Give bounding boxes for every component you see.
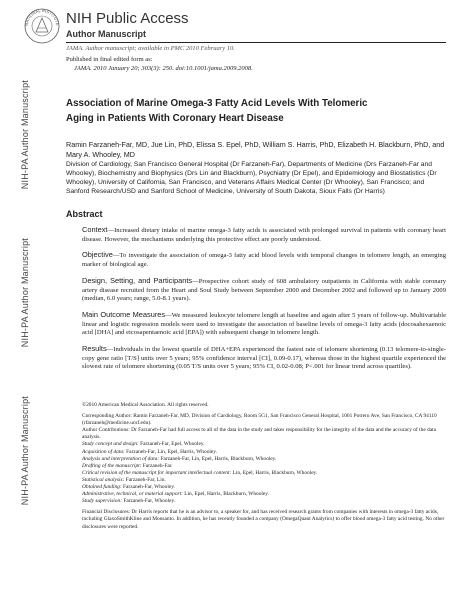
side-label-bottom: NIH-PA Author Manuscript: [20, 396, 30, 506]
contribution-item: Study supervision: Farzaneh-Far, Whooley.: [82, 498, 176, 505]
copyright-line: ©2010 American Medical Association. All rights reserved.: [82, 402, 209, 408]
abstract-section-label: Objective: [82, 250, 113, 260]
abstract-objective: [82, 251, 446, 269]
abstract-results: [82, 345, 446, 372]
abstract-section-text: —Individuals in the lowest quartile of DHA+EPA experienced the fastest rate of telomere shortening (0.13 telomere-to-single-copy gene ratio [T/S] units over 5 years; 95% confidence interval [CI], 0.09-0.17), whereas those in the highest quartile experienced the slowest rate of telomere shortening (0.05 T/S units over 5 years; 95% CI, 0.02-0.08; P<.001 for linear trend across quartiles).: [82, 346, 446, 371]
abstract-outcomes: [82, 311, 446, 338]
article-title-line2: Aging in Patients With Coronary Heart Disease: [66, 113, 284, 124]
side-label-middle: NIH-PA Author Manuscript: [20, 238, 30, 348]
abstract-heading: Abstract: [66, 209, 103, 219]
abstract-section-label: Results: [82, 344, 107, 354]
footnotes: [82, 402, 446, 531]
financial-disclosures: Financial Disclosures: Dr Harris reports that he is an advisor to, a speaker for, and has received research grants from companies with interests in omega-3 fatty acids, including GlaxoSmithKline and Monsanto. In addition, he has recently founded a company (OmegaQuant Analytics) to offer blood omega-3 fatty acid testing. No other disclosures were reported.: [82, 509, 445, 530]
seal-caption: NATIONAL INSTITUTE: [24, 8, 60, 27]
availability-note: JAMA. Author manuscript; available in PMC 2010 February 10.: [66, 45, 235, 52]
contribution-item: Author Contributions: Dr Farzaneh-Far had full access to all of the data in the study and takes responsibility for the integrity of the data and the accuracy of the data analysis.: [82, 427, 437, 441]
contribution-item: Study concept and design: Farzaneh-Far, Epel, Whooley.: [82, 441, 205, 448]
contribution-item: Administrative, technical, or material support: Lin, Epel, Harris, Blackburn, Whooley.: [82, 491, 270, 498]
published-label: Published in final edited form as:: [66, 56, 153, 63]
contribution-item: Statistical analysis: Farzaneh-Far, Lin.: [82, 476, 166, 483]
abstract-section-text: —Increased dietary intake of marine omega-3 fatty acids is associated with prolonged survival in patients with coronary heart disease. However, the mechanisms underlying this protective effect are poorly understood.: [82, 227, 446, 243]
abstract-section-text: —Prospective cohort study of 608 ambulatory outpatients in California with stable coronary artery disease recruited from the Heart and Soul Study between September 2000 and December 2002 and followed up to January 2009 (median, 6.0 years; range, 5.0-8.1 years).: [82, 277, 446, 303]
author-affiliations: Division of Cardiology, San Francisco General Hospital (Dr Farzaneh-Far), Departments of Medicine (Drs Farzaneh-Far and Whooley), Biochemistry and Biophysics (Drs Lin and Blackburn), Psychiatry (Dr Epel), and Epidemiology and Biostatistics (Dr Whooley), University of California, San Francisco, and Veterans Affairs Medical Center (Dr Whooley), San Francisco; and Sanford Research/USD and Sanford School of Medicine, University of South Dakota, Sioux Falls (Dr Harris): [66, 161, 437, 195]
correspondence-note: Corresponding Author: Ramin Farzaneh-Far, MD, Division of Cardiology, Room 5G1, San Francisco General Hospital, 1001 Potrero Ave, San Francisco, CA 94110 (rfarzaneh@medicine.ucsf.edu).: [82, 413, 437, 427]
header-title: NIH Public Access: [66, 10, 189, 27]
journal-reference: JAMA. 2010 January 20; 303(3): 250. doi:10.1001/jama.2009.2008.: [74, 65, 253, 72]
nih-header: [66, 10, 446, 53]
contribution-item: Drafting of the manuscript: Farzaneh-Far.: [82, 462, 173, 469]
abstract-context: [82, 226, 446, 244]
contribution-item: Obtained funding: Farzaneh-Far, Whooley.: [82, 484, 175, 491]
abstract-section-text: —To investigate the association of omega-3 fatty acid blood levels with temporal changes in telomere length, an emerging marker of biological age.: [82, 252, 446, 269]
nih-seal-logo: [24, 8, 60, 44]
side-label-top: NIH-PA Author Manuscript: [20, 80, 30, 190]
abstract-section-label: Design, Setting, and Participants: [82, 275, 193, 285]
abstract-section-text: —We measured leukocyte telomere length at baseline and again after 5 years of follow-up. Multivariable linear and logistic regression models were used to investigate the association of baseline levels of omega-3 fatty acids (docosahexaenoic acid [DHA] and eicosapentaenoic acid [EPA]) with subsequent change in telomere length.: [82, 311, 447, 337]
contribution-item: Critical revision of the manuscript for important intellectual content: Lin, Epel, Harris, Blackburn, Whooley.: [82, 469, 318, 476]
contribution-item: Acquisition of data: Farzaneh-Far, Lin, Epel, Harris, Whooley.: [82, 448, 217, 455]
header-divider: [66, 42, 446, 43]
abstract-body: [82, 226, 446, 379]
article-title-line1: Association of Marine Omega-3 Fatty Acid Levels With Telomeric: [66, 98, 368, 109]
abstract-section-label: Context: [82, 225, 108, 234]
publication-info: [66, 55, 446, 73]
article-title: [66, 96, 446, 126]
contribution-item: Analysis and interpretation of data: Farzaneh-Far, Lin, Epel, Harris, Blackburn, Whooley.: [82, 455, 277, 462]
abstract-section-label: Main Outcome Measures: [82, 309, 166, 319]
abstract-design: [82, 277, 446, 304]
header-subtitle: Author Manuscript: [66, 29, 146, 39]
author-list: Ramin Farzaneh-Far, MD, Jue Lin, PhD, Elissa S. Epel, PhD, William S. Harris, PhD, Elizabeth H. Blackburn, PhD, and Mary A. Whooley, MD: [66, 140, 445, 159]
nih-seal-icon: [24, 8, 60, 44]
